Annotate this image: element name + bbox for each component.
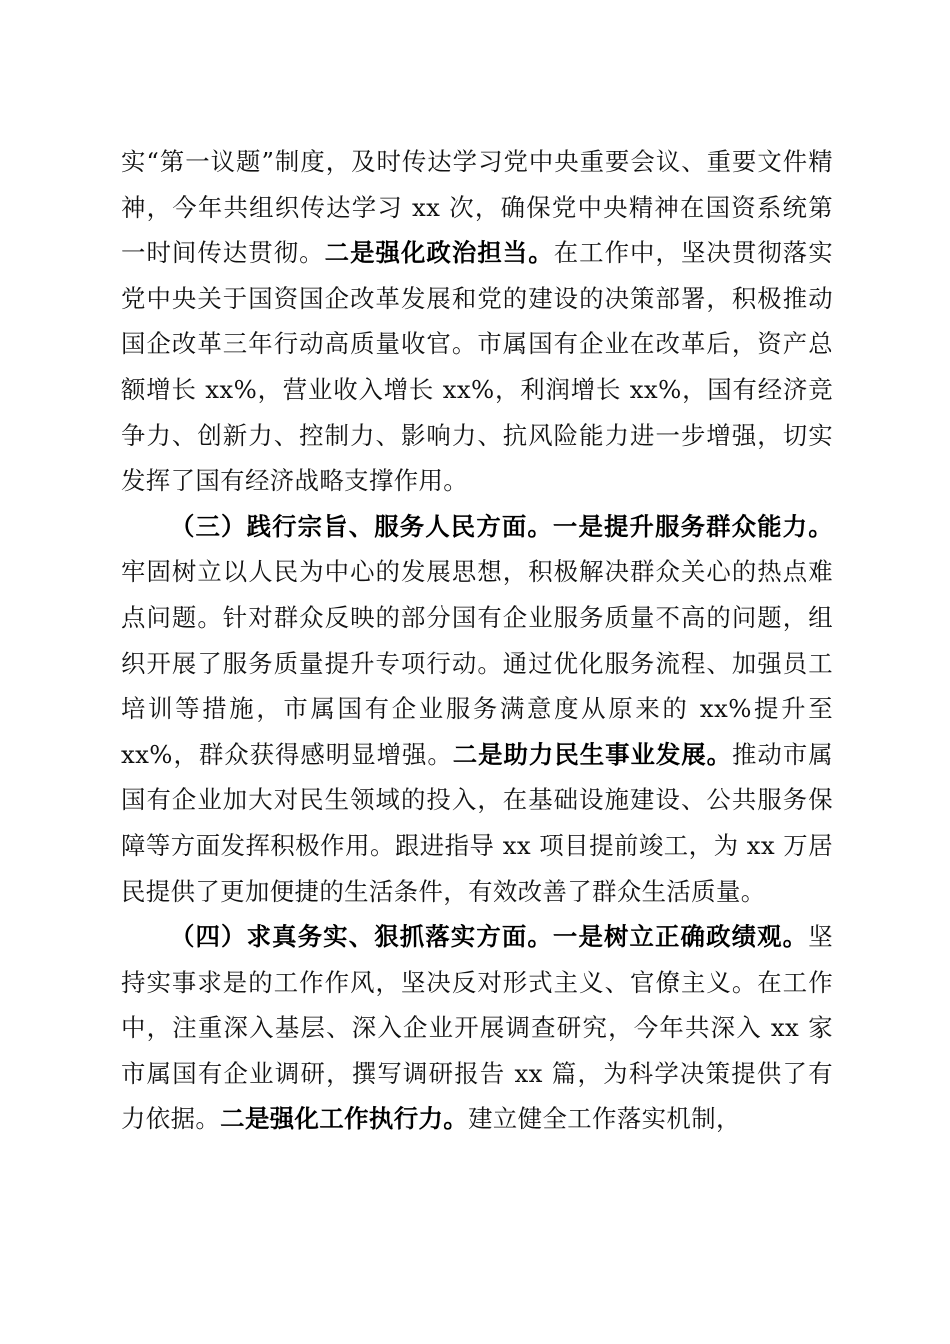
bold-heading: 二是强化政治担当。 (324, 238, 554, 268)
section-heading: （三）践行宗旨、服务人民方面。一是提升服务群众能力。 (170, 511, 833, 541)
paragraph-text: 在工作中，坚决贯彻落实党中央关于国资国企改革发展和党的建设的决策部署，积极推动国企改革三年行动高质量收官。市属国有企业在改革后，资产总额增长 xx%，营业收入增长 xx%，利润增长 xx%，国有经济竞争力、创新力、控制力、影响力、抗风险能力进一步增强，切实发挥了国有经济战略支撑作用。 (121, 238, 834, 496)
paragraph-pragmatic-work (121, 914, 833, 1142)
paragraph-serve-people (121, 504, 833, 914)
paragraph-text: 坚持实事求是的工作作风，坚决反对形式主义、官僚主义。在工作中，注重深入基层、深入企业开展调查研究，今年共深入 xx 家市属国有企业调研，撰写调研报告 xx 篇，为科学决策提供了有力依据。 (121, 922, 833, 1134)
document-body (121, 139, 833, 1142)
paragraph-text: 实“第一议题”制度，及时传达学习党中央重要会议、重要文件精神，今年共组织传达学习 xx 次，确保党中央精神在国资系统第一时间传达贯彻。 (121, 147, 833, 268)
paragraph-text: 推动市属国有企业加大对民生领域的投入，在基础设施建设、公共服务保障等方面发挥积极作用。跟进指导 xx 项目提前竣工，为 xx 万居民提供了更加便捷的生活条件，有效改善了群众生活质量。 (121, 739, 834, 906)
bold-heading: 二是助力民生事业发展。 (452, 739, 733, 769)
section-heading: （四）求真务实、狠抓落实方面。一是树立正确政绩观。 (170, 922, 809, 952)
paragraph-text: 建立健全工作落实机制， (468, 1104, 741, 1134)
paragraph-political-study (121, 139, 833, 504)
paragraph-text: 牢固树立以人民为中心的发展思想，积极解决群众关心的热点难点问题。针对群众反映的部分国有企业服务质量不高的问题，组织开展了服务质量提升专项行动。通过优化服务流程、加强员工培训等措施，市属国有企业服务满意度从原来的 xx%提升至 xx%，群众获得感明显增强。 (121, 557, 833, 769)
bold-heading: 二是强化工作执行力。 (220, 1104, 469, 1134)
